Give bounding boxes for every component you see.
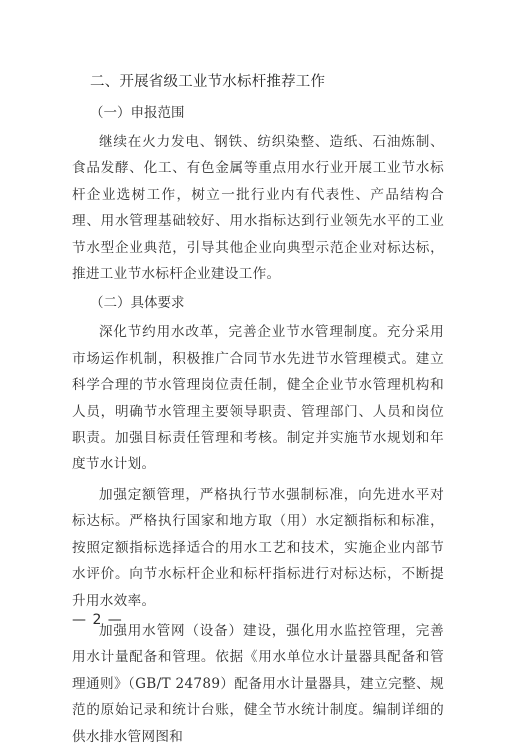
subsection-heading-application-scope: （一）申报范围: [90, 105, 185, 121]
paragraph-quota-management: 加强定额管理，严格执行节水强制标准，向先进水平对标达标。严格执行国家和地方取（用）水定额指标和标准，按照定额指标选择适合的用水工艺和技术，实施企业内部节水评价。向节水标杆企业和标杆指标进行对标达标，不断提升用水效率。: [72, 486, 444, 609]
paragraph-management-system: 深化节约用水改革，完善企业节水管理制度。充分采用市场运作机制，积极推广合同节水先进节水管理模式。建立科学合理的节水管理岗位责任制，健全企业节水管理机构和人员，明确节水管理主要领导职责、管理部门、人员和岗位职责。加强目标责任管理和考核。制定并实施节水规划和年度节水计划。: [72, 324, 444, 473]
subsection-heading-specific-requirements: （二）具体要求: [90, 295, 185, 312]
document-body: [72, 70, 444, 754]
paragraph-application-scope: 继续在火力发电、钢铁、纺织染整、造纸、石油炼制、食品发酵、化工、有色金属等重点用水行业开展工业节水标杆企业选树工作，树立一批行业内有代表性、产品结构合理、用水管理基础较好、用水指标达到行业领先水平的工业节水型企业典范，引导其他企业向典型示范企业对标达标，推进工业节水标杆企业建设工作。: [72, 134, 444, 283]
section-heading: 二、开展省级工业节水标杆推荐工作: [90, 74, 326, 90]
page-number: — 2 —: [72, 612, 123, 628]
paragraph-network-construction: 加强用水管网（设备）建设，强化用水监控管理，完善用水计量配备和管理。依据《用水单位水计量器具配备和管理通则》（GB/T 24789）配备用水计量器具，建立完整、规范的原始记录和统计台账，健全节水统计制度。编制详细的供水排水管网图和: [72, 622, 444, 745]
